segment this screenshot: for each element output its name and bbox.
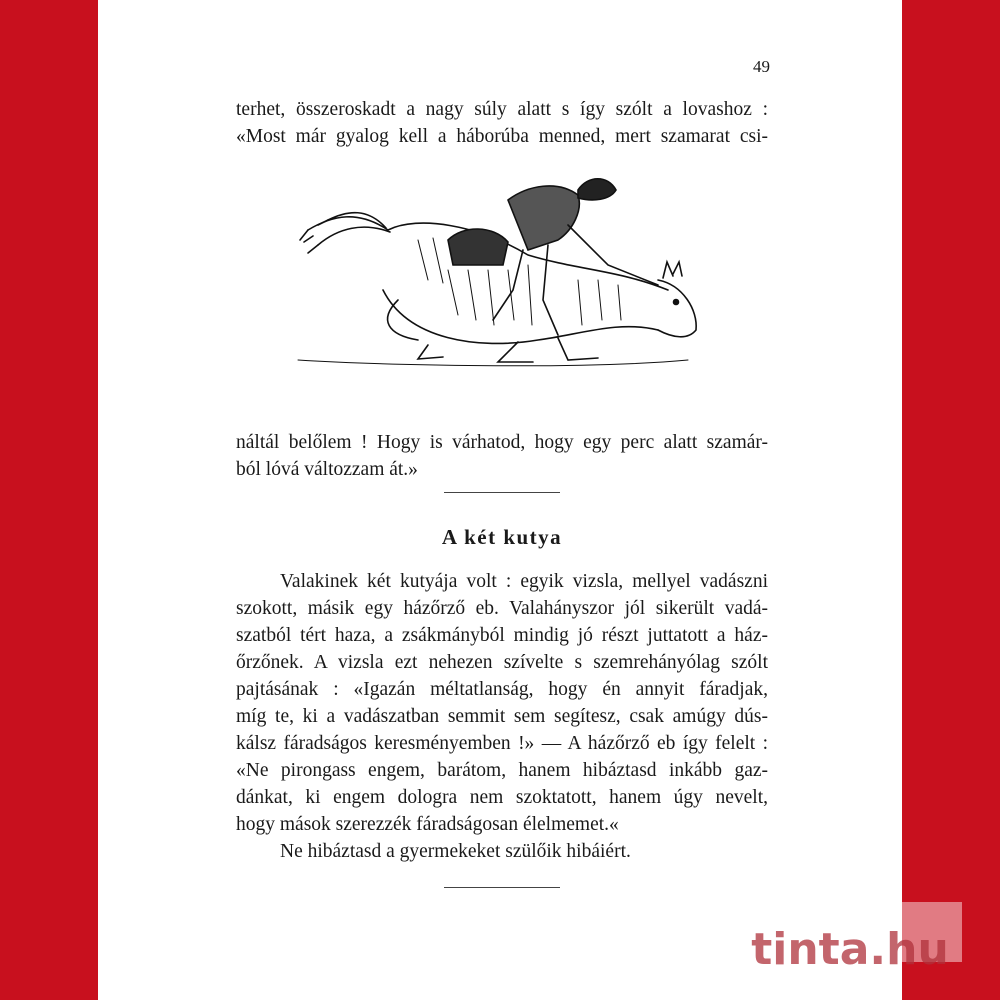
text-line: kálsz fáradságos keresményemben !» — A házőrző eb így felelt :	[236, 733, 768, 754]
section-divider	[444, 887, 560, 888]
fable1-text-top	[236, 96, 768, 150]
text-line: ból lóvá változzam át.»	[236, 459, 418, 480]
page-number: 49	[753, 57, 770, 76]
text-line: Valakinek két kutyája volt : egyik vizsla, mellyel vadászni	[280, 571, 768, 592]
fable-title: A két kutya	[441, 525, 563, 549]
text-line: hogy mások szerezzék fáradságosan élelmemet.«	[236, 814, 619, 835]
text-line: őrzőnek. A vizsla ezt nehezen szívelte s szemrehányólag szólt	[236, 652, 768, 673]
fable-moral: Ne hibáztasd a gyermekeket szülőik hibáiért.	[280, 841, 631, 862]
text-line: «Ne pirongass engem, barátom, hanem hibáztasd inkább gaz-	[236, 760, 768, 781]
book-page	[98, 0, 902, 1000]
fable2-text	[236, 568, 768, 865]
text-line: náltál belőlem ! Hogy is várhatod, hogy egy perc alatt szamár-	[236, 432, 768, 453]
section-divider	[444, 492, 560, 493]
text-line: terhet, összeroskadt a nagy súly alatt s így szólt a lovashoz :	[236, 99, 768, 120]
watermark-logo: tinta.hu	[751, 923, 949, 975]
text-line: szatból tért haza, a zsákmányból mindig jó részt juttatott a ház-	[236, 625, 768, 646]
horse-rider-illustration	[278, 170, 698, 385]
text-line: pajtásának : «Igazán méltatlanság, hogy én annyit fáradjak,	[236, 679, 768, 700]
text-line: dánkat, ki engem dologra nem szoktatott, hanem úgy nevelt,	[236, 787, 768, 808]
fable1-text-bottom	[236, 429, 768, 483]
text-line: szokott, másik egy házőrző eb. Valahányszor jól sikerült vadá-	[236, 598, 768, 619]
text-line: «Most már gyalog kell a háborúba menned, mert szamarat csi-	[236, 126, 768, 147]
text-line: míg te, ki a vadászatban semmit sem segítesz, csak amúgy dús-	[236, 706, 768, 727]
